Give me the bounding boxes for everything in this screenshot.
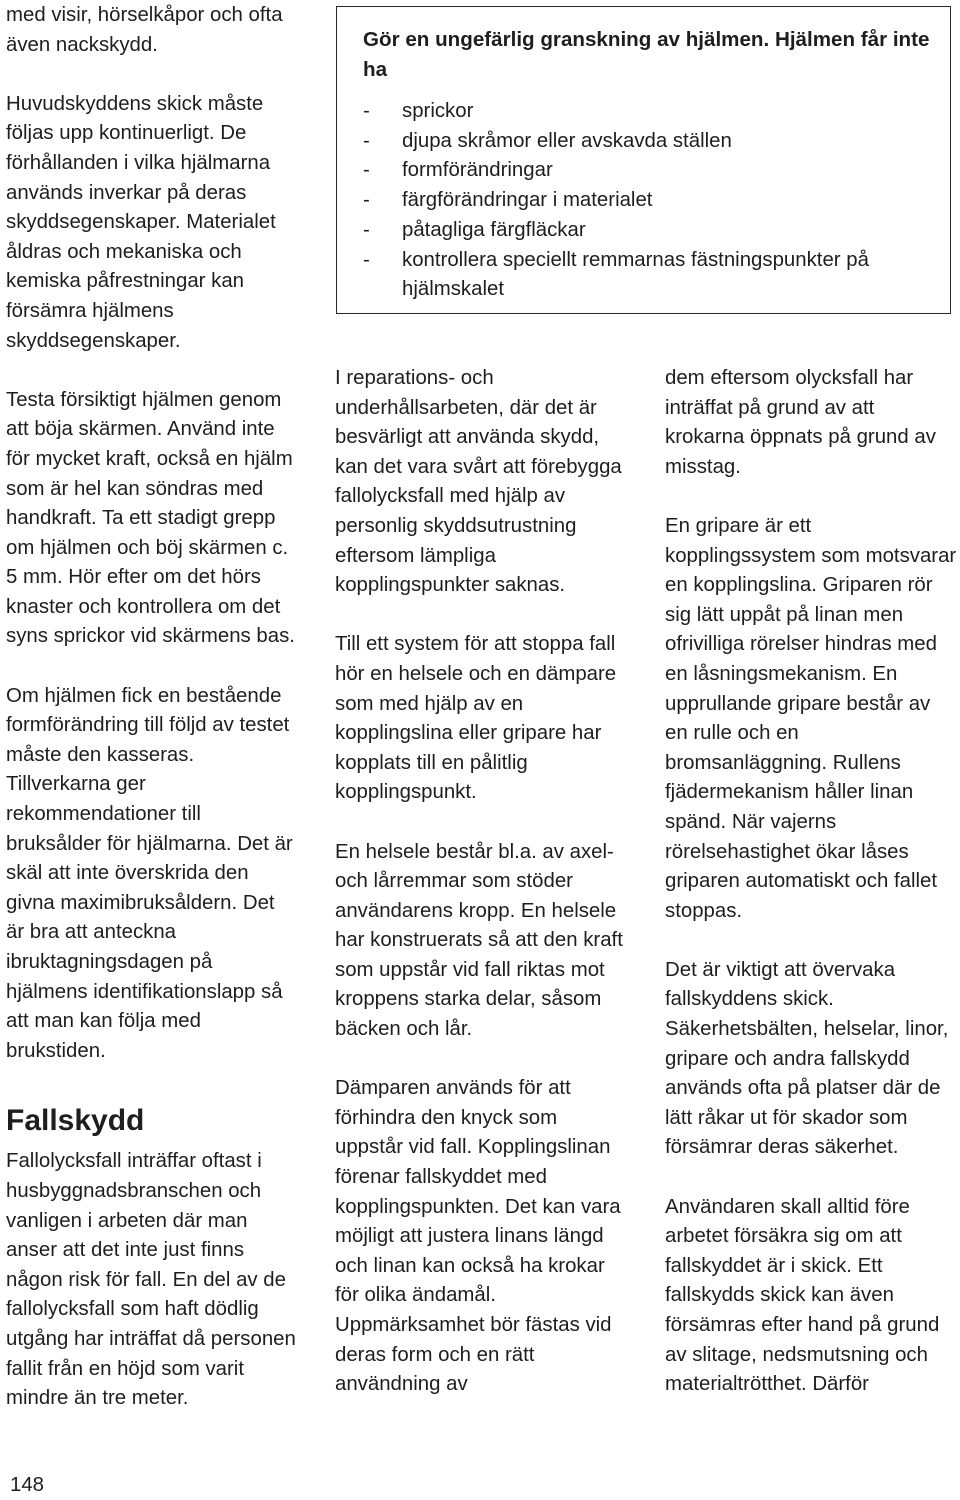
column-1 [6, 1, 298, 1414]
paragraph: Det är viktigt att övervaka fallskyddens skick. Säkerhetsbälten, helselar, linor, gripare och andra fallskydd används ofta på platser där de lätt råkar ut för skador som försämrar deras säkerhet. [665, 958, 949, 1159]
column-2 [335, 364, 629, 1400]
column-3 [665, 364, 957, 1400]
paragraph: En helsele består bl.a. av axel- och lårremmar som stöder användarens kropp. En helsele har konstruerats så att den kraft som uppstår vid fall riktas mot kroppens starka delar, såsom bäcken och lår. [335, 840, 623, 1041]
paragraph: Om hjälmen fick en bestående formförändring till följd av testet måste den kasseras. Tillverkarna ger rekommendationer till bruksålder för hjälmarna. Det är skäl att inte överskrida den givna maximibruksåldern. Det är bra att anteckna ibruktagningsdagen på hjälmens identifikationslapp så att man kan följa med brukstiden. [6, 684, 293, 1062]
paragraph: Testa försiktigt hjälmen genom att böja skärmen. Använd inte för mycket kraft, också en hjälm som är hel kan söndras med handkraft. Ta ett stadigt grepp om hjälmen och böj skärmen c. 5 mm. Hör efter om det hörs knaster och kontrollera om det syns sprickor vid skärmens bas. [6, 388, 295, 648]
paragraph: Till ett system för att stoppa fall hör en helsele och en dämpare som med hjälp av en kopplingslina eller gripare har kopplats till en pålitlig kopplingspunkt. [335, 633, 617, 804]
paragraph: Fallolycksfall inträffar oftast i husbyggnadsbranschen och vanligen i arbeten där man anser att det inte just finns någon risk för fall. En del av de fallolycksfall som haft dödlig utgång har inträffat då personen fallit från en höjd som varit mindre än tre meter. [6, 1150, 296, 1410]
paragraph: Huvudskyddens skick måste följas upp kontinuerligt. De förhållanden i vilka hjälmarna används inverkar på deras skyddsegenskaper. Materialet åldras och mekaniska och kemiska påfrestningar kan försämra hjälmens skyddsegenskaper. [6, 92, 276, 352]
list-item: - sprickor [363, 97, 933, 127]
section-heading: Fallskydd [6, 1104, 145, 1138]
list-item: - djupa skråmor eller avskavda ställen [363, 127, 933, 157]
paragraph: I reparations- och underhållsarbeten, där det är besvärligt att använda skydd, kan det vara svårt att förebygga fallolycksfall med hjälp av personlig skyddsutrustning eftersom lämpliga kopplingspunkter saknas. [335, 367, 622, 597]
list-item: - formförändringar [363, 156, 933, 186]
paragraph: dem eftersom olycksfall har inträffat på grund av att krokarna öppnats på grund av misstag. [665, 367, 936, 478]
inspection-box [336, 6, 951, 314]
paragraph: En gripare är ett kopplingssystem som motsvarar en kopplingslina. Griparen rör sig lätt uppåt på linan men ofrivilliga rörelser hindras med en låsningsmekanism. En upprullande gripare består av en rulle och en bromsanläggning. Rullens fjädermekanism håller linan spänd. När vajerns rörelsehastighet ökar låses griparen automatiskt och fallet stoppas. [665, 514, 957, 922]
page-number: 148 [10, 1474, 45, 1496]
paragraph: Användaren skall alltid före arbetet försäkra sig om att fallskyddet är i skick. Ett fallskydds skick kan även försämras efter hand på grund av slitage, nedsmutsning och materialtrötthet. Därför [665, 1195, 940, 1396]
list-item: - kontrollera speciellt remmarnas fästningspunkter på hjälmskalet [363, 246, 933, 305]
box-title: Gör en ungefärlig granskning av hjälmen. Hjälmen får inte ha [363, 28, 930, 81]
paragraph: med visir, hörselkåpor och ofta även nackskydd. [6, 4, 283, 56]
defect-list [363, 97, 933, 305]
list-item: - färgförändringar i materialet [363, 186, 933, 216]
paragraph: Dämparen används för att förhindra den knyck som uppstår vid fall. Kopplingslinan förenar fallskyddet med kopplingspunkten. Det kan vara möjligt att justera linans längd och linan kan också ha krokar för olika ändamål. Uppmärksamhet bör fästas vid deras form och en rätt användning av [335, 1077, 621, 1396]
list-item: - påtagliga färgfläckar [363, 216, 933, 246]
